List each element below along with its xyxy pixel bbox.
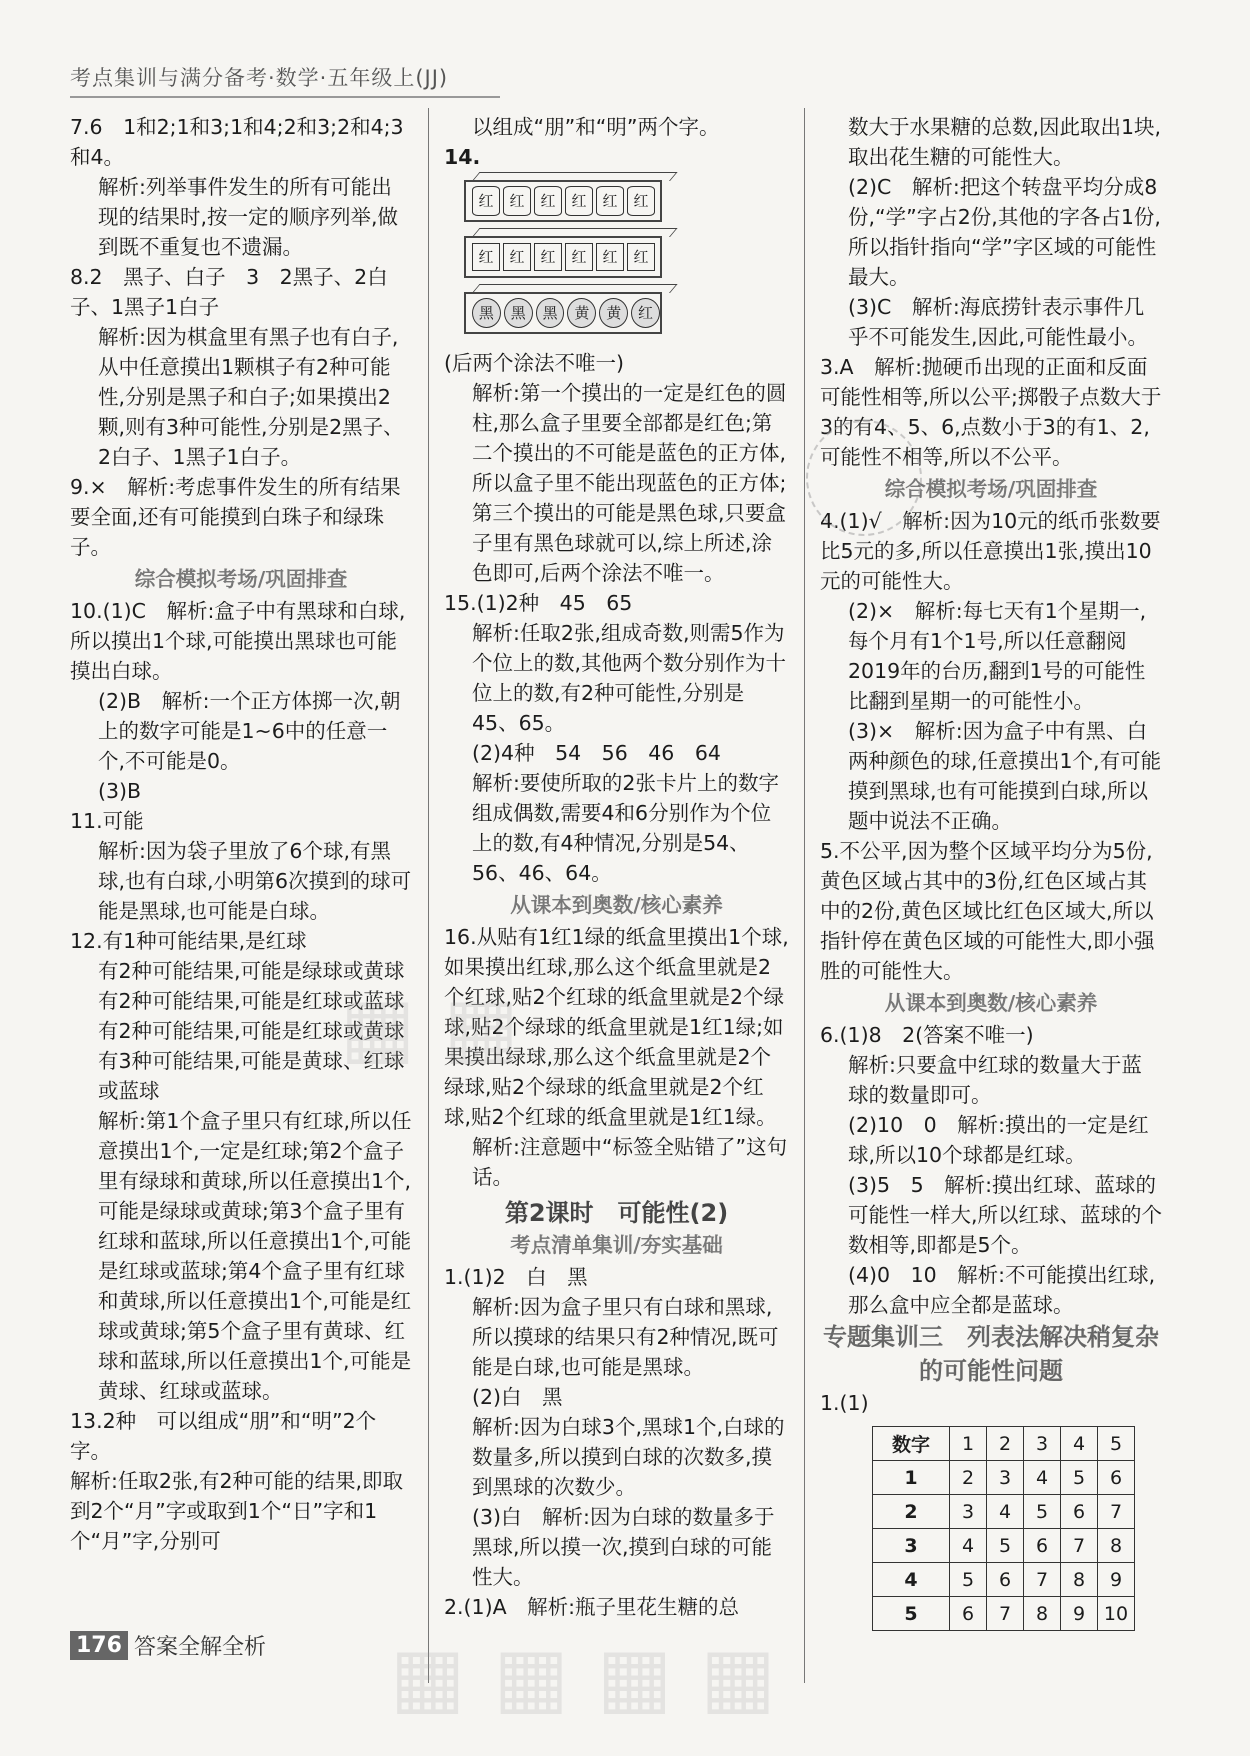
table-cell: 6 bbox=[1061, 1495, 1098, 1529]
table-row bbox=[873, 1529, 1135, 1563]
cylinder-shape: 红 bbox=[627, 186, 655, 216]
cube-shape: 红 bbox=[565, 243, 593, 271]
table-cell: 10 bbox=[1098, 1597, 1135, 1631]
ball-shape: 黑 bbox=[472, 298, 501, 328]
table-row bbox=[873, 1563, 1135, 1597]
answer-line: 9.× 解析:考虑事件发生的所有结果要全面,还有可能摸到白珠子和绿珠子。 bbox=[70, 475, 401, 559]
table-header-cell: 3 bbox=[1024, 1427, 1061, 1461]
answer-line: 有2种可能结果,可能是红球或蓝球 bbox=[98, 989, 405, 1013]
header-rule bbox=[70, 96, 500, 98]
table-cell: 5 bbox=[873, 1597, 950, 1631]
cylinder-shape: 红 bbox=[534, 186, 562, 216]
answer-line: (2)白 黑 bbox=[472, 1385, 563, 1409]
table-cell: 5 bbox=[950, 1563, 987, 1597]
ball-shape: 黄 bbox=[599, 298, 628, 328]
answer-line: 解析:要使所取的2张卡片上的数字组成偶数,需要4和6分别作为个位上的数,有4种情况,分别是54、56、46、64。 bbox=[472, 771, 779, 885]
answer-line: 12.有1种可能结果,是红球 bbox=[70, 929, 307, 953]
answer-line: 10.(1)C 解析:盒子中有黑球和白球,所以摸出1个球,可能摸出黑球也可能摸出白球。 bbox=[70, 599, 406, 683]
answer-line: 13.2种 可以组成“朋”和“明”2个字。 bbox=[70, 1409, 377, 1463]
section-heading: 考点清单集训/夯实基础 bbox=[510, 1233, 723, 1257]
answer-line: 5.不公平,因为整个区域平均分为5份,黄色区域占其中的3份,红色区域占其中的2份,黄色区域比红色区域大,所以指针停在黄色区域的可能性大,即小强胜的可能性大。 bbox=[820, 839, 1155, 983]
answer-line: 4.(1)√ 解析:因为10元的纸币张数要比5元的多,所以任意摸出1张,摸出10元的可能性大。 bbox=[820, 509, 1161, 593]
answer-line: (2)× 解析:每七天有1个星期一,每个月有1个1号,所以任意翻阅2019年的台历,翻到1号的可能性比翻到星期一的可能性小。 bbox=[848, 599, 1147, 713]
table-cell: 5 bbox=[987, 1529, 1024, 1563]
answer-line: 11.可能 bbox=[70, 809, 144, 833]
cylinder-shape: 红 bbox=[503, 186, 531, 216]
page-footer bbox=[70, 1630, 266, 1661]
watermark: ▦ ▦ ▦ ▦ bbox=[390, 1630, 776, 1723]
answer-line: (3)C 解析:海底捞针表示事件几乎不可能发生,因此,可能性最小。 bbox=[848, 295, 1149, 349]
answer-line: (3)B bbox=[98, 779, 142, 803]
answer-line: 以组成“朋”和“明”两个字。 bbox=[472, 115, 720, 139]
answer-line: (3)白 解析:因为白球的数量多于黑球,所以摸一次,摸到白球的可能性大。 bbox=[472, 1505, 775, 1589]
answer-column-2 bbox=[444, 112, 789, 1622]
answer-line: 2.(1)A 解析:瓶子里花生糖的总 bbox=[444, 1595, 740, 1619]
section-heading: 从课本到奥数/核心素养 bbox=[884, 991, 1098, 1015]
table-cell: 9 bbox=[1061, 1597, 1098, 1631]
cube-shape: 红 bbox=[627, 243, 655, 271]
table-header-cell: 4 bbox=[1061, 1427, 1098, 1461]
answer-line: 解析:第1个盒子里只有红球,所以任意摸出1个,一定是红球;第2个盒子里有绿球和黄球,所以任意摸出1个,可能是绿球或黄球;第3个盒子里有红球和蓝球,所以任意摸出1个,可能是红球或蓝球;第4个盒子里有红球和黄球,所以任意摸出1个,可能是红球或黄球;第5个盒子里有黄球、红球和蓝球,所以任意摸出1个,可能是黄球、红球或蓝球。 bbox=[98, 1109, 412, 1403]
table-header-cell: 1 bbox=[950, 1427, 987, 1461]
answer-line: 解析:任取2张,组成奇数,则需5作为个位上的数,其他两个数分别作为十位上的数,有2种可能性,分别是45、65。 bbox=[472, 621, 787, 735]
column-divider bbox=[804, 108, 805, 1683]
answer-line: 16.从贴有1红1绿的纸盒里摸出1个球,如果摸出红球,那么这个纸盒里就是2个红球,贴2个红球的纸盒里就是2个绿球,贴2个绿球的纸盒里就是1红1绿;如果摸出绿球,那么这个纸盒里就是2个绿球,贴2个绿球的纸盒里就是2个红球,贴2个红球的纸盒里就是1红1绿。 bbox=[444, 925, 789, 1129]
ball-shape: 黑 bbox=[536, 298, 565, 328]
table-cell: 4 bbox=[950, 1529, 987, 1563]
answer-line: 数大于水果糖的总数,因此取出1块,取出花生糖的可能性大。 bbox=[848, 115, 1162, 169]
table-cell: 6 bbox=[1024, 1529, 1061, 1563]
table-cell: 8 bbox=[1024, 1597, 1061, 1631]
answer-line: 6.(1)8 2(答案不唯一) bbox=[820, 1023, 1034, 1047]
answer-line: 7.6 1和2;1和3;1和4;2和3;2和4;3和4。 bbox=[70, 115, 404, 169]
section-heading: 从课本到奥数/核心素养 bbox=[510, 893, 723, 917]
section-heading: 综合模拟考场/巩固排查 bbox=[884, 477, 1098, 501]
table-cell: 6 bbox=[950, 1597, 987, 1631]
table-header-cell: 2 bbox=[987, 1427, 1024, 1461]
section-heading: 综合模拟考场/巩固排查 bbox=[134, 567, 348, 591]
answer-line: (2)10 0 解析:摸出的一定是红球,所以10个球都是红球。 bbox=[848, 1113, 1149, 1167]
cylinder-shape: 红 bbox=[472, 186, 500, 216]
table-cell: 4 bbox=[987, 1495, 1024, 1529]
answer-line: (2)4种 54 56 46 64 bbox=[472, 741, 721, 765]
table-cell: 7 bbox=[1061, 1529, 1098, 1563]
table-cell: 2 bbox=[873, 1495, 950, 1529]
lesson-heading: 第2课时 可能性(2) bbox=[504, 1199, 729, 1227]
answer-line: 解析:因为棋盒里有黑子也有白子,从中任意摸出1颗棋子有2种可能性,分别是黑子和白子;如果摸出2颗,则有3种可能性,分别是2黑子、2白子、1黑子1白子。 bbox=[98, 325, 404, 469]
table-cell: 7 bbox=[1024, 1563, 1061, 1597]
table-cell: 4 bbox=[1024, 1461, 1061, 1495]
answer-line: 3.A 解析:抛硬币出现的正面和反面可能性相等,所以公平;掷骰子点数大于3的有4、5、6,点数小于3的有1、2,可能性不相等,所以不公平。 bbox=[820, 355, 1162, 469]
cylinder-shape: 红 bbox=[596, 186, 624, 216]
answer-line: 8.2 黑子、白子 3 2黑子、2白子、1黑子1白子 bbox=[70, 265, 388, 319]
answer-line: 解析:因为袋子里放了6个球,有黑球,也有白球,小明第6次摸到的球可能是黑球,也可能是白球。 bbox=[98, 839, 412, 923]
box-cubes bbox=[464, 236, 662, 278]
ball-shape: 红 bbox=[631, 298, 660, 328]
table-cell: 1 bbox=[873, 1461, 950, 1495]
table-cell: 5 bbox=[1061, 1461, 1098, 1495]
answer-line: (3)5 5 解析:摸出红球、蓝球的可能性一样大,所以红球、蓝球的个数相等,即都是5个。 bbox=[848, 1173, 1163, 1257]
table-cell: 3 bbox=[873, 1529, 950, 1563]
running-header: 考点集训与满分备考·数学·五年级上(JJ) bbox=[70, 66, 449, 90]
watermark: ▦ ▦ bbox=[340, 980, 520, 1073]
answer-line: 解析:任取2张,有2种可能的结果,即取到2个“月”字或取到1个“日”字和1个“月”字,分别可 bbox=[70, 1469, 404, 1553]
answer-line: 解析:第一个摸出的一定是红色的圆柱,那么盒子里要全部都是红色;第二个摸出的不可能是蓝色的正方体,所以盒子里不能出现蓝色的正方体;第三个摸出的可能是黑色球,只要盒子里有黑色球就可以,综上所述,涂色即可,后两个涂法不唯一。 bbox=[472, 381, 787, 585]
cylinder-shape: 红 bbox=[565, 186, 593, 216]
table-cell: 7 bbox=[1098, 1495, 1135, 1529]
question-note: (后两个涂法不唯一) bbox=[444, 351, 624, 375]
answer-line: (2)B 解析:一个正方体掷一次,朝上的数字可能是1~6中的任意一个,不可能是0。 bbox=[98, 689, 401, 773]
table-cell: 8 bbox=[1098, 1529, 1135, 1563]
table-cell: 9 bbox=[1098, 1563, 1135, 1597]
cube-shape: 红 bbox=[472, 243, 500, 271]
answer-line: 解析:只要盒中红球的数量大于蓝球的数量即可。 bbox=[848, 1053, 1142, 1107]
answer-line: 解析:因为白球3个,黑球1个,白球的数量多,所以摸到白球的次数多,摸到黑球的次数少。 bbox=[472, 1415, 785, 1499]
answer-line: 解析:因为盒子里只有白球和黑球,所以摸球的结果只有2种情况,既可能是白球,也可能是黑球。 bbox=[472, 1295, 779, 1379]
table-cell: 3 bbox=[950, 1495, 987, 1529]
answer-line: 有2种可能结果,可能是绿球或黄球 bbox=[98, 959, 405, 983]
answer-line: (4)0 10 解析:不可能摸出红球,那么盒中应全都是蓝球。 bbox=[848, 1263, 1156, 1317]
table-cell: 5 bbox=[1024, 1495, 1061, 1529]
table-cell: 6 bbox=[987, 1563, 1024, 1597]
answer-line: 15.(1)2种 45 65 bbox=[444, 591, 633, 615]
ball-shape: 黑 bbox=[504, 298, 533, 328]
answer-column-3 bbox=[820, 112, 1162, 1418]
table-cell: 3 bbox=[987, 1461, 1024, 1495]
column-divider bbox=[428, 108, 429, 1683]
table-row bbox=[873, 1461, 1135, 1495]
topic-heading: 专题集训三 列表法解决稍复杂的可能性问题 bbox=[823, 1323, 1159, 1385]
table-cell: 7 bbox=[987, 1597, 1024, 1631]
page-number: 176 bbox=[70, 1631, 128, 1660]
table-row bbox=[873, 1495, 1135, 1529]
answer-line: 有2种可能结果,可能是红球或黄球 bbox=[98, 1019, 405, 1043]
answer-line: 1.(1) bbox=[820, 1391, 869, 1415]
cube-shape: 红 bbox=[503, 243, 531, 271]
answer-column-1 bbox=[70, 112, 412, 1556]
cube-shape: 红 bbox=[534, 243, 562, 271]
table-row bbox=[873, 1597, 1135, 1631]
question-number: 14. bbox=[444, 145, 481, 169]
table-cell: 8 bbox=[1061, 1563, 1098, 1597]
table-header-cell: 5 bbox=[1098, 1427, 1135, 1461]
answer-line: (3)× 解析:因为盒子中有黑、白两种颜色的球,任意摸出1个,有可能摸到黑球,也有可能摸到白球,所以题中说法不正确。 bbox=[848, 719, 1162, 833]
box-balls bbox=[464, 292, 662, 334]
watermark-stamp bbox=[806, 420, 922, 536]
answer-line: 解析:注意题中“标签全贴错了”这句话。 bbox=[472, 1135, 788, 1189]
table-cell: 4 bbox=[873, 1563, 950, 1597]
answer-line: 有3种可能结果,可能是黄球、红球或蓝球 bbox=[98, 1049, 405, 1103]
table-header-cell: 数字 bbox=[873, 1427, 950, 1461]
ball-shape: 黄 bbox=[567, 298, 596, 328]
answer-line: 1.(1)2 白 黑 bbox=[444, 1265, 588, 1289]
answer-line: (2)C 解析:把这个转盘平均分成8份,“学”字占2份,其他的字各占1份,所以指针指向“学”字区域的可能性最大。 bbox=[848, 175, 1161, 289]
box-cylinders bbox=[464, 180, 662, 222]
sum-table bbox=[872, 1426, 1135, 1631]
table-cell: 6 bbox=[1098, 1461, 1135, 1495]
table-cell: 2 bbox=[950, 1461, 987, 1495]
answer-line: 解析:列举事件发生的所有可能出现的结果时,按一定的顺序列举,做到既不重复也不遗漏。 bbox=[98, 175, 399, 259]
question-14 bbox=[444, 142, 789, 378]
footer-label: 答案全解全析 bbox=[133, 1635, 266, 1660]
cube-shape: 红 bbox=[596, 243, 624, 271]
